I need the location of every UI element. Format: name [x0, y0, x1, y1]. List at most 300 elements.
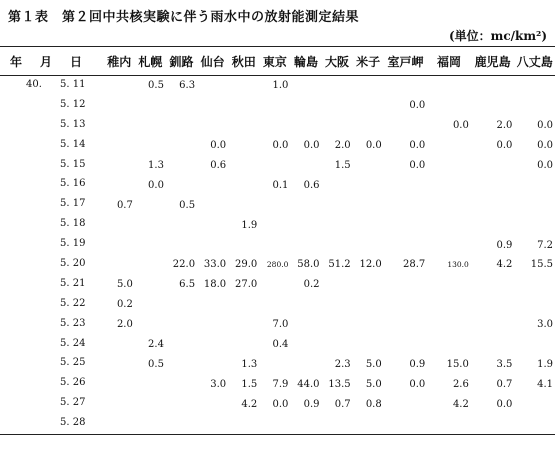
value-cell: 51.2	[328, 259, 351, 271]
station-header: 札幌	[135, 47, 166, 76]
month-day-value: 5. 20	[60, 258, 86, 270]
table-row	[0, 215, 555, 235]
value-cell: 1.0	[272, 80, 289, 92]
table-row	[0, 136, 555, 156]
value-cell: 6.5	[179, 279, 196, 291]
station-header: 米子	[353, 47, 384, 76]
value-cell	[471, 175, 515, 195]
table-row	[0, 235, 555, 255]
station-header: 大阪	[322, 47, 353, 76]
date-cell	[0, 295, 104, 315]
value-cell: 0.5	[148, 358, 164, 370]
month-day-value: 5. 27	[60, 397, 86, 409]
value-cell	[471, 76, 515, 96]
value-cell	[197, 235, 228, 255]
date-cell	[0, 335, 104, 355]
value-cell: 29.0	[235, 259, 258, 271]
value-cell: 0.0	[452, 120, 469, 132]
value-cell: 44.0	[297, 378, 320, 390]
date-cell	[0, 156, 104, 176]
value-cell: 3.0	[537, 319, 553, 331]
station-header: 輪島	[290, 47, 321, 76]
value-cell: 5.0	[365, 378, 382, 390]
value-cell	[259, 354, 290, 374]
table-row	[0, 195, 555, 215]
value-cell	[197, 215, 228, 235]
value-cell	[427, 215, 471, 235]
date-cell	[0, 175, 104, 195]
value-cell: 0.0	[272, 398, 289, 410]
table-row	[0, 335, 555, 355]
value-cell	[197, 335, 228, 355]
value-cell	[353, 156, 384, 176]
table-row	[0, 295, 555, 315]
value-cell: 4.2	[496, 259, 513, 271]
value-cell: 0.7	[496, 378, 513, 390]
value-cell	[104, 96, 135, 116]
date-cell	[0, 255, 104, 275]
station-header: 釧路	[166, 47, 197, 76]
value-cell	[259, 195, 290, 215]
value-cell	[353, 96, 384, 116]
value-cell	[259, 235, 290, 255]
value-cell	[228, 195, 259, 215]
table-row	[0, 414, 555, 434]
table-row	[0, 116, 555, 136]
month-day-value: 5. 19	[60, 238, 86, 250]
value-cell	[135, 374, 166, 394]
value-cell	[197, 175, 228, 195]
value-cell	[514, 175, 555, 195]
value-cell	[322, 116, 353, 136]
value-cell	[197, 96, 228, 116]
value-cell: 1.9	[241, 219, 258, 231]
value-cell	[514, 195, 555, 215]
value-cell	[353, 275, 384, 295]
value-cell	[228, 414, 259, 434]
value-cell	[135, 315, 166, 335]
value-cell: 0.4	[272, 339, 289, 351]
value-cell	[384, 335, 428, 355]
value-cell: 1.3	[148, 160, 164, 171]
value-cell: 0.0	[409, 160, 426, 171]
value-cell	[322, 414, 353, 434]
value-cell	[259, 295, 290, 315]
value-cell: 0.0	[496, 140, 513, 152]
value-cell	[290, 96, 321, 116]
station-header: 稚内	[104, 47, 135, 76]
value-cell	[353, 175, 384, 195]
value-cell	[135, 275, 166, 295]
table-row	[0, 275, 555, 295]
value-cell: 0.8	[365, 398, 382, 410]
value-cell: 130.0	[447, 260, 469, 270]
value-cell	[104, 156, 135, 176]
value-cell: 0.9	[409, 358, 426, 370]
value-cell: 0.2	[116, 299, 133, 311]
value-cell	[166, 175, 197, 195]
value-cell	[259, 156, 290, 176]
value-cell	[104, 394, 135, 414]
value-cell	[384, 76, 428, 96]
month-day-value: 5. 22	[60, 297, 86, 309]
value-cell: 4.2	[452, 398, 469, 410]
value-cell	[166, 354, 197, 374]
value-cell	[514, 394, 555, 414]
value-cell	[104, 414, 135, 434]
value-cell	[322, 295, 353, 315]
value-cell: 13.5	[328, 378, 351, 390]
value-cell	[353, 335, 384, 355]
value-cell	[166, 335, 197, 355]
table-row	[0, 374, 555, 394]
value-cell	[427, 195, 471, 215]
value-cell: 0.0	[409, 378, 426, 390]
value-cell	[166, 394, 197, 414]
month-day-value: 5. 28	[60, 417, 86, 429]
value-cell: 0.0	[409, 100, 426, 112]
value-cell	[228, 235, 259, 255]
month-day-value: 5. 26	[60, 377, 86, 389]
value-cell	[135, 414, 166, 434]
value-cell: 2.3	[334, 358, 351, 370]
value-cell	[259, 96, 290, 116]
value-cell	[135, 235, 166, 255]
value-cell	[384, 414, 428, 434]
table-row	[0, 315, 555, 335]
month-day-value: 5. 21	[60, 277, 86, 289]
value-cell: 12.0	[359, 259, 382, 271]
table-row	[0, 255, 555, 275]
value-cell	[353, 76, 384, 96]
value-cell	[427, 235, 471, 255]
value-cell: 0.6	[303, 179, 320, 191]
date-cell	[0, 116, 104, 136]
value-cell	[104, 335, 135, 355]
value-cell	[427, 96, 471, 116]
value-cell	[322, 335, 353, 355]
value-cell	[322, 96, 353, 116]
date-cell	[0, 215, 104, 235]
unit-label: (単位：mc/km²)	[448, 29, 547, 43]
value-cell	[197, 295, 228, 315]
value-cell	[427, 335, 471, 355]
value-cell	[228, 295, 259, 315]
value-cell	[135, 255, 166, 275]
date-cell	[0, 374, 104, 394]
value-cell	[228, 335, 259, 355]
value-cell	[322, 215, 353, 235]
value-cell	[353, 235, 384, 255]
value-cell	[290, 156, 321, 176]
value-cell	[471, 96, 515, 116]
value-cell	[322, 275, 353, 295]
value-cell	[104, 76, 135, 96]
value-cell: 1.5	[334, 160, 351, 171]
value-cell	[353, 295, 384, 315]
value-cell: 15.5	[530, 259, 553, 271]
value-cell	[384, 275, 428, 295]
value-cell: 7.0	[272, 319, 289, 331]
value-cell	[166, 116, 197, 136]
value-cell	[104, 136, 135, 156]
station-header: 仙台	[197, 47, 228, 76]
value-cell: 33.0	[203, 259, 227, 271]
value-cell	[290, 195, 321, 215]
month-day-value: 5. 14	[60, 138, 86, 150]
value-cell	[290, 76, 321, 96]
value-cell	[471, 295, 515, 315]
value-cell: 4.1	[537, 378, 553, 390]
value-cell	[290, 295, 321, 315]
value-cell: 18.0	[203, 279, 227, 291]
value-cell: 3.5	[496, 358, 513, 370]
value-cell: 1.9	[537, 358, 553, 370]
value-cell: 0.0	[272, 140, 289, 152]
value-cell	[427, 136, 471, 156]
value-cell: 1.5	[241, 378, 258, 390]
value-cell	[197, 195, 228, 215]
day-header: 日	[70, 54, 83, 69]
value-cell	[514, 96, 555, 116]
date-cell	[0, 315, 104, 335]
value-cell: 0.9	[303, 398, 320, 410]
value-cell	[353, 195, 384, 215]
value-cell: 0.0	[148, 179, 164, 191]
value-cell: 0.5	[179, 199, 196, 211]
table-row	[0, 354, 555, 374]
value-cell	[514, 414, 555, 434]
value-cell: 0.2	[303, 279, 320, 291]
value-cell	[427, 156, 471, 176]
value-cell	[166, 96, 197, 116]
value-cell: 58.0	[297, 259, 320, 271]
value-cell: 2.4	[148, 339, 164, 351]
table-row	[0, 96, 555, 116]
value-cell	[135, 394, 166, 414]
value-cell	[259, 116, 290, 136]
month-day-value: 5. 16	[60, 178, 86, 190]
value-cell: 0.0	[496, 398, 513, 410]
value-cell	[322, 76, 353, 96]
month-day-value: 5. 23	[60, 317, 86, 329]
month-day-value: 5. 17	[60, 198, 86, 210]
value-cell: 1.3	[241, 358, 258, 370]
value-cell: 0.0	[303, 140, 320, 152]
month-day-value: 5. 18	[60, 218, 86, 230]
value-cell: 280.0	[266, 260, 289, 270]
date-cell	[0, 136, 104, 156]
month-day-value: 5. 13	[60, 118, 86, 130]
value-cell	[228, 116, 259, 136]
value-cell	[228, 96, 259, 116]
month-day-value: 5. 25	[60, 357, 86, 369]
value-cell: 5.0	[365, 358, 382, 370]
value-cell	[290, 116, 321, 136]
value-cell	[259, 215, 290, 235]
value-cell: 0.0	[537, 120, 553, 132]
month-day-value: 5. 24	[60, 337, 86, 349]
value-cell: 5.0	[116, 279, 133, 291]
value-cell	[166, 315, 197, 335]
value-cell	[322, 195, 353, 215]
value-cell	[290, 315, 321, 335]
value-cell	[471, 414, 515, 434]
value-cell	[427, 315, 471, 335]
date-cell	[0, 76, 104, 96]
value-cell	[228, 76, 259, 96]
value-cell	[384, 315, 428, 335]
value-cell	[290, 215, 321, 235]
value-cell	[104, 255, 135, 275]
value-cell	[514, 275, 555, 295]
value-cell	[384, 295, 428, 315]
value-cell	[322, 235, 353, 255]
month-day-value: 5. 11	[60, 79, 86, 90]
table-row	[0, 76, 555, 96]
value-cell	[290, 335, 321, 355]
value-cell: 7.2	[537, 239, 553, 251]
date-cell	[0, 394, 104, 414]
value-cell	[427, 76, 471, 96]
value-cell: 0.0	[537, 160, 553, 171]
value-cell	[471, 195, 515, 215]
station-header: 東京	[259, 47, 290, 76]
value-cell	[322, 175, 353, 195]
value-cell	[104, 215, 135, 235]
value-cell	[166, 215, 197, 235]
station-header: 室戸岬	[384, 47, 428, 76]
value-cell	[259, 414, 290, 434]
month-day-value: 5. 15	[60, 158, 86, 170]
value-cell	[135, 96, 166, 116]
date-cell	[0, 414, 104, 434]
value-cell: 0.0	[537, 140, 553, 152]
value-cell	[166, 295, 197, 315]
value-cell	[228, 136, 259, 156]
value-cell	[166, 156, 197, 176]
value-cell	[514, 295, 555, 315]
value-cell	[514, 76, 555, 96]
value-cell: 0.7	[334, 398, 351, 410]
value-cell	[166, 414, 197, 434]
value-cell	[135, 215, 166, 235]
value-cell: 2.0	[334, 140, 351, 152]
station-header: 鹿児島	[471, 47, 515, 76]
table-row	[0, 175, 555, 195]
station-header: 八丈島	[514, 47, 555, 76]
value-cell	[166, 374, 197, 394]
value-cell	[427, 275, 471, 295]
value-cell	[104, 374, 135, 394]
value-cell	[197, 315, 228, 335]
value-cell	[427, 295, 471, 315]
value-cell	[290, 354, 321, 374]
value-cell	[353, 315, 384, 335]
value-cell	[228, 315, 259, 335]
date-cell	[0, 195, 104, 215]
table-row	[0, 156, 555, 176]
value-cell	[353, 414, 384, 434]
date-cell	[0, 96, 104, 116]
value-cell	[471, 215, 515, 235]
value-cell	[135, 195, 166, 215]
value-cell: 0.5	[148, 80, 164, 92]
value-cell: 3.0	[210, 378, 227, 390]
value-cell	[384, 235, 428, 255]
value-cell	[384, 195, 428, 215]
value-cell: 28.7	[403, 259, 426, 271]
value-cell	[104, 116, 135, 136]
value-cell: 0.1	[272, 179, 289, 191]
value-cell	[384, 175, 428, 195]
value-cell	[514, 215, 555, 235]
value-cell	[166, 136, 197, 156]
value-cell	[104, 175, 135, 195]
value-cell: 15.0	[446, 358, 469, 370]
value-cell: 0.0	[365, 140, 382, 152]
month-day-value: 5. 12	[60, 98, 86, 110]
station-header: 秋田	[228, 47, 259, 76]
value-cell: 4.2	[241, 398, 258, 410]
month-header: 月	[40, 54, 53, 69]
measurement-table	[0, 46, 555, 435]
value-cell: 7.9	[272, 378, 289, 390]
value-cell	[135, 295, 166, 315]
value-cell: 2.6	[452, 378, 469, 390]
value-cell	[290, 235, 321, 255]
value-cell	[228, 175, 259, 195]
value-cell: 0.0	[210, 140, 227, 152]
value-cell	[514, 335, 555, 355]
value-cell	[104, 235, 135, 255]
value-cell	[166, 235, 197, 255]
value-cell: 0.9	[496, 239, 513, 251]
date-header	[0, 47, 104, 76]
table-row	[0, 394, 555, 414]
value-cell	[471, 335, 515, 355]
value-cell: 6.3	[179, 80, 196, 92]
date-cell	[0, 235, 104, 255]
value-cell	[197, 116, 228, 136]
value-cell	[427, 414, 471, 434]
value-cell	[135, 136, 166, 156]
value-cell	[353, 116, 384, 136]
value-cell: 2.0	[116, 319, 133, 331]
value-cell: 2.0	[496, 120, 513, 132]
value-cell	[197, 354, 228, 374]
value-cell	[471, 156, 515, 176]
value-cell	[104, 354, 135, 374]
value-cell	[290, 414, 321, 434]
value-cell	[471, 275, 515, 295]
value-cell	[471, 315, 515, 335]
date-cell	[0, 275, 104, 295]
value-cell: 0.0	[409, 140, 426, 152]
value-cell: 0.6	[210, 160, 227, 171]
value-cell: 0.7	[116, 199, 133, 211]
header-row	[0, 47, 555, 76]
year-value: 40.	[26, 79, 42, 90]
value-cell: 27.0	[235, 279, 258, 291]
value-cell	[197, 76, 228, 96]
value-cell	[135, 116, 166, 136]
value-cell	[427, 175, 471, 195]
year-header: 年	[10, 54, 23, 69]
value-cell	[197, 394, 228, 414]
value-cell	[322, 315, 353, 335]
value-cell	[384, 394, 428, 414]
